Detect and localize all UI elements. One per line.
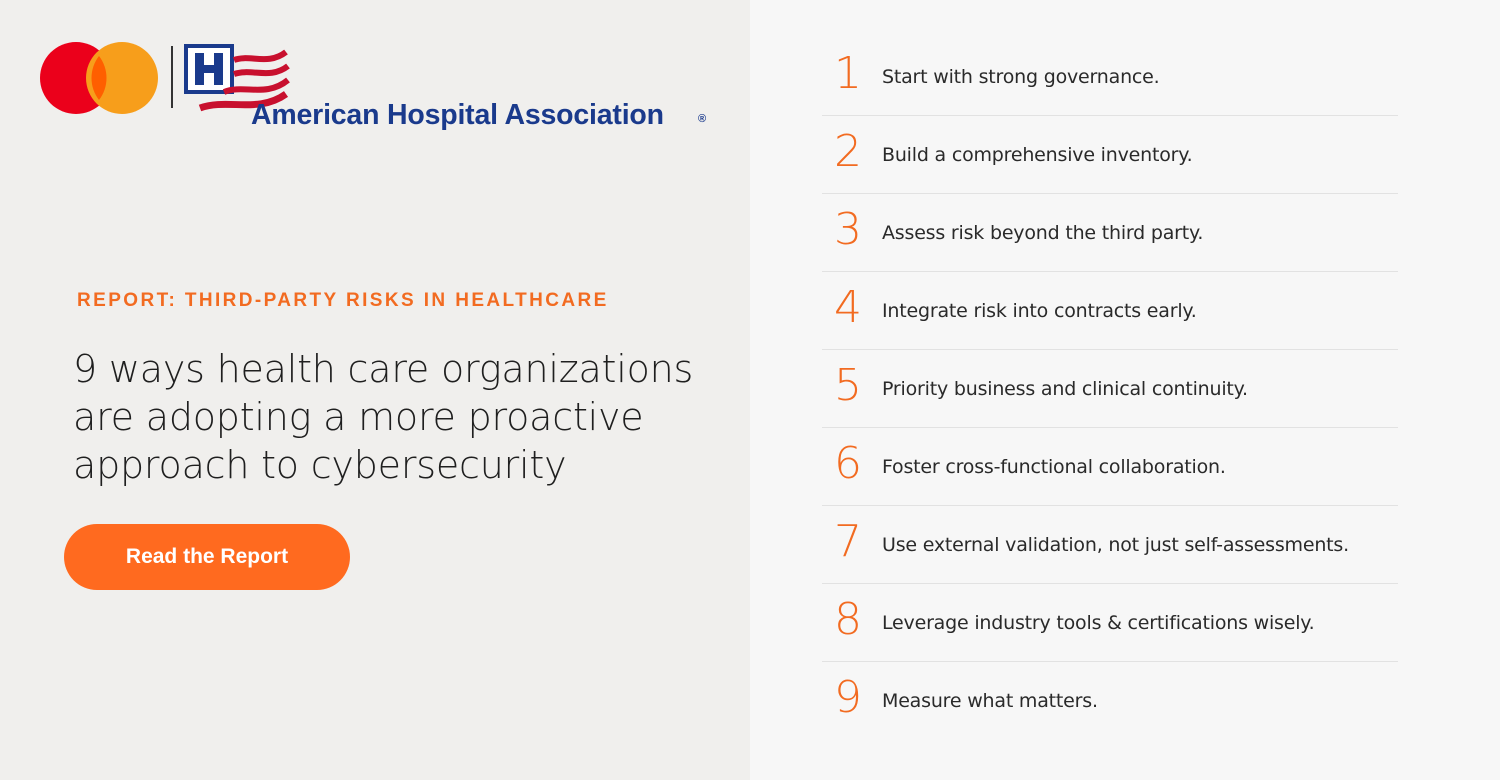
list-item <box>822 584 1398 662</box>
item-number: 1 <box>834 48 862 99</box>
headline-line: approach to cybersecurity <box>73 443 567 487</box>
item-number: 7 <box>834 516 862 567</box>
item-number: 3 <box>834 204 862 255</box>
list-item <box>822 116 1398 194</box>
list-item <box>822 506 1398 584</box>
logo-divider <box>171 46 173 108</box>
item-text: Use external validation, not just self-assessments. <box>882 534 1349 556</box>
item-number: 4 <box>834 282 862 333</box>
list-item <box>822 272 1398 350</box>
headline-line: 9 ways health care organizations <box>73 347 694 391</box>
item-number: 5 <box>834 360 862 411</box>
read-report-button[interactable]: Read the Report <box>64 524 350 590</box>
headline <box>73 345 743 489</box>
list-item <box>822 428 1398 506</box>
report-eyebrow: REPORT: THIRD-PARTY RISKS IN HEALTHCARE <box>77 290 609 311</box>
headline-line: are adopting a more proactive <box>73 395 644 439</box>
item-text: Build a comprehensive inventory. <box>882 144 1193 166</box>
list-item <box>822 350 1398 428</box>
list-item <box>822 662 1398 740</box>
item-text: Assess risk beyond the third party. <box>882 222 1204 244</box>
list-item <box>822 38 1398 116</box>
ways-list <box>822 38 1398 740</box>
item-text: Priority business and clinical continuity. <box>882 378 1248 400</box>
item-number: 9 <box>834 672 862 723</box>
list-item <box>822 194 1398 272</box>
mastercard-logo <box>40 42 158 114</box>
item-text: Measure what matters. <box>882 690 1098 712</box>
item-number: 6 <box>834 438 862 489</box>
item-number: 8 <box>834 594 862 645</box>
aha-wordmark: American Hospital Association <box>251 99 664 131</box>
item-text: Leverage industry tools & certifications wisely. <box>882 612 1315 634</box>
registered-mark: ® <box>698 113 707 125</box>
item-text: Start with strong governance. <box>882 66 1160 88</box>
item-number: 2 <box>834 126 862 177</box>
item-text: Integrate risk into contracts early. <box>882 300 1197 322</box>
item-text: Foster cross-functional collaboration. <box>882 456 1226 478</box>
